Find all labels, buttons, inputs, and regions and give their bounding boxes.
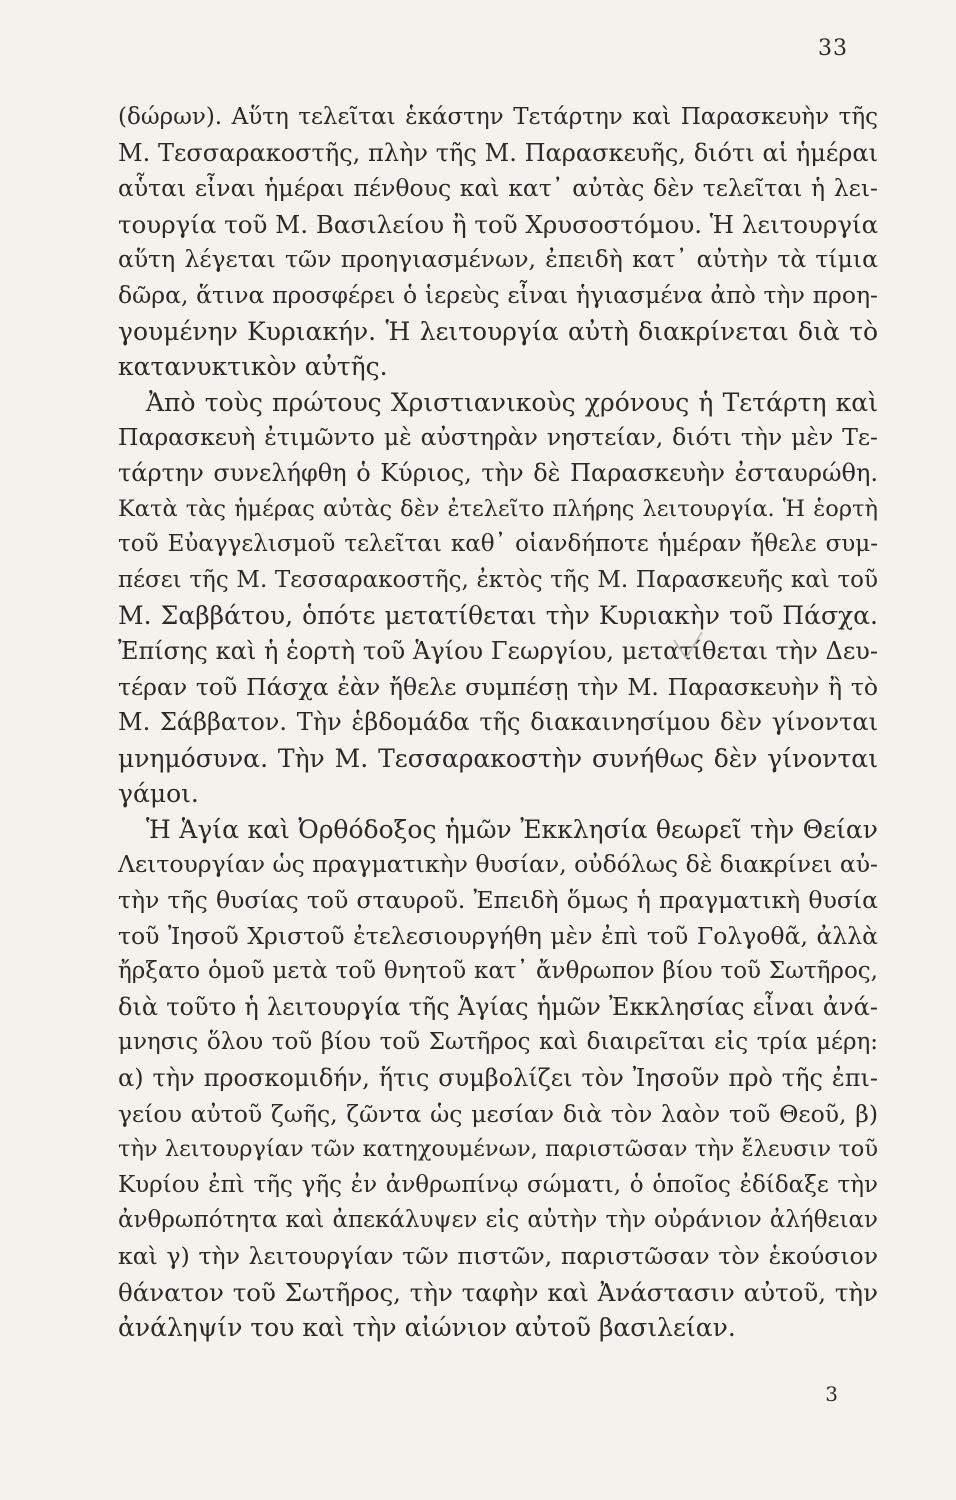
text-line: γουμένην Κυριακήν. Ἡ λειτουργία αὐτὴ διακρίνεται διὰ τὸ bbox=[118, 316, 878, 346]
text-line: τὴν τῆς θυσίας τοῦ σταυροῦ. Ἐπειδὴ ὅμως ἡ πραγματικὴ θυσία bbox=[118, 886, 878, 915]
text-line: α) τὴν προσκομιδήν, ἥτις συμβολίζει τὸν Ἰησοῦν πρὸ τῆς ἐπι- bbox=[118, 1064, 878, 1093]
text-line: κατανυκτικὸν αὐτῆς. bbox=[118, 352, 388, 382]
text-line: ἤρξατο ὁμοῦ μετὰ τοῦ θνητοῦ κατ᾽ ἄνθρωπον βίου τοῦ Σωτῆρος, bbox=[118, 958, 878, 985]
page-number: 33 bbox=[818, 36, 848, 61]
text-line: μνησις ὅλου τοῦ βίου τοῦ Σωτῆρος καὶ διαιρεῖται εἰς τρία μέρη: bbox=[118, 1029, 878, 1056]
text-line: Ἀπὸ τοὺς πρώτους Χριστιανικοὺς χρόνους ἡ Τετάρτη καὶ bbox=[146, 387, 878, 417]
text-line: Κατὰ τὰς ἡμέρας αὐτὰς δὲν ἐτελεῖτο πλήρης λειτουργία. Ἡ ἑορτὴ bbox=[118, 495, 878, 522]
text-line: Παρασκευὴ ἐτιμῶντο μὲ αὐστηρὰν νηστείαν, διότι τὴν μὲν Τε- bbox=[118, 423, 878, 452]
text-line: ἀνθρωπότητα καὶ ἀπεκάλυψεν εἰς αὐτὴν τὴν οὐράνιον ἀλήθειαν bbox=[118, 1207, 878, 1234]
text-line: Μ. Σαββάτου, ὁπότε μετατίθεται τὴν Κυριακὴν τοῦ Πάσχα. bbox=[118, 601, 878, 631]
text-line: τοῦ Εὐαγγελισμοῦ τελεῖται καθ᾽ οἱανδήποτε ἡμέραν ἤθελε συμ- bbox=[118, 531, 878, 558]
text-line: Κυρίου ἐπὶ τῆς γῆς ἐν ἀνθρωπίνῳ σώματι, ὁ ὁποῖος ἐδίδαξε τὴν bbox=[118, 1171, 878, 1198]
text-line: τὴν λειτουργίαν τῶν κατηχουμένων, παριστῶσαν τὴν ἔλευσιν τοῦ bbox=[118, 1136, 878, 1163]
text-line: μνημόσυνα. Τὴν Μ. Τεσσαρακοστὴν συνήθως δὲν γίνονται bbox=[118, 743, 878, 773]
text-line: αὕτη λέγεται τῶν προηγιασμένων, ἐπειδὴ κατ᾽ αὐτὴν τὰ τίμια bbox=[118, 245, 878, 274]
text-line: δῶρα, ἅτινα προσφέρει ὁ ἱερεὺς εἶναι ἡγιασμένα ἀπὸ τὴν προη- bbox=[118, 280, 878, 309]
text-line: τάρτην συνελήφθη ὁ Κύριος, τὴν δὲ Παρασκευὴν ἐσταυρώθη. bbox=[118, 458, 878, 487]
signature-number: 3 bbox=[825, 1382, 838, 1406]
text-line: αὗται εἶναι ἡμέραι πένθους καὶ κατ᾽ αὐτὰς δὲν τελεῖται ἡ λει- bbox=[118, 174, 878, 203]
text-line: (δώρων). Αὕτη τελεῖται ἑκάστην Τετάρτην καὶ Παρασκευὴν τῆς bbox=[118, 104, 878, 130]
text-line: τουργία τοῦ Μ. Βασιλείου ἢ τοῦ Χρυσοστόμου. Ἡ λειτουργία bbox=[118, 209, 879, 239]
checkmark-icon bbox=[668, 628, 708, 664]
text-line: Λειτουργίαν ὡς πραγματικὴν θυσίαν, οὐδόλως δὲ διακρίνει αὐ- bbox=[118, 850, 878, 879]
text-line: καὶ γ) τὴν λειτουργίαν τῶν πιστῶν, παριστῶσαν τὸν ἑκούσιον bbox=[118, 1242, 878, 1270]
text-line: Μ. Τεσσαρακοστῆς, πλὴν τῆς Μ. Παρασκευῆς, διότι αἱ ἡμέραι bbox=[118, 138, 878, 167]
text-line: τοῦ Ἰησοῦ Χριστοῦ ἐτελεσιουργήθη μὲν ἐπὶ τοῦ Γολγοθᾶ, ἀλλὰ bbox=[118, 921, 878, 950]
text-line: Μ. Σάββατον. Τὴν ἑβδομάδα τῆς διακαινησίμου δὲν γίνονται bbox=[118, 708, 878, 737]
text-line: τέραν τοῦ Πάσχα ἐὰν ἤθελε συμπέσῃ τὴν Μ. Παρασκευὴν ἢ τὸ bbox=[118, 672, 878, 701]
text-line: Ἡ Ἁγία καὶ Ὀρθόδοξος ἡμῶν Ἐκκλησία θεωρεῖ τὴν Θείαν bbox=[146, 814, 878, 844]
text-line: διὰ τοῦτο ἡ λειτουργία τῆς Ἁγίας ἡμῶν Ἐκκλησίας εἶναι ἀνά- bbox=[118, 992, 878, 1021]
text-line: γάμοι. bbox=[118, 779, 199, 809]
text-line: Ἐπίσης καὶ ἡ ἑορτὴ τοῦ Ἁγίου Γεωργίου, μετατίθεται τὴν Δευ- bbox=[118, 636, 878, 665]
text-line: ἀνάληψίν του καὶ τὴν αἰώνιον αὐτοῦ βασιλείαν. bbox=[118, 1313, 736, 1343]
text-line: θάνατον τοῦ Σωτῆρος, τὴν ταφὴν καὶ Ἀνάστασιν αὐτοῦ, τὴν bbox=[118, 1277, 878, 1307]
text-line: γείου αὐτοῦ ζωῆς, ζῶντα ὡς μεσίαν διὰ τὸν λαὸν τοῦ Θεοῦ, β) bbox=[118, 1099, 878, 1128]
text-line: πέσει τῆς Μ. Τεσσαρακοστῆς, ἐκτὸς τῆς Μ. Παρασκευῆς καὶ τοῦ bbox=[118, 566, 878, 593]
body-text bbox=[118, 100, 878, 1346]
